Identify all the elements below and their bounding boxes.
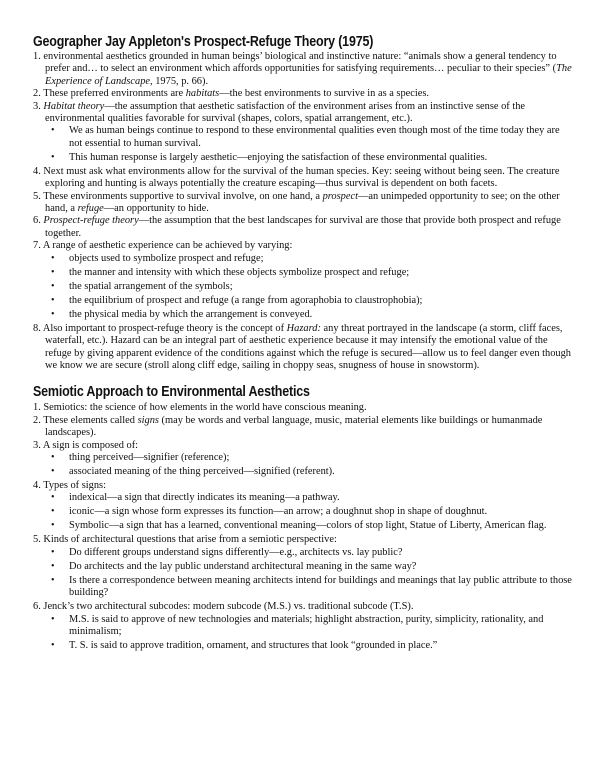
bullet-item bbox=[33, 125, 573, 150]
numbered-item bbox=[33, 51, 573, 88]
item-text: environmental aesthetics grounded in human beings’ biological and instinctive nature: “animals show a general tendency to prefer and… to select an environment which affords opportunities for satisfying requirements… peculiar to their species” ( bbox=[43, 51, 557, 75]
bullet-text: objects used to symbolize prospect and refuge; bbox=[69, 252, 264, 264]
bullet-item bbox=[33, 452, 573, 464]
item-number: 8. bbox=[33, 322, 41, 334]
item-text: A sign is composed of: bbox=[42, 439, 139, 451]
item-number: 4. bbox=[33, 165, 41, 177]
item-text: Jenck’s two architectural subcodes: modern subcode (M.S.) vs. traditional subcode (T.S). bbox=[43, 601, 414, 613]
bullet-icon: • bbox=[51, 151, 55, 163]
bullet-list bbox=[33, 547, 573, 600]
numbered-item bbox=[33, 601, 573, 613]
item-text: —an unimpeded opportunity to see; on the other hand, a bbox=[45, 190, 560, 215]
item-number: 3. bbox=[33, 100, 41, 112]
numbered-item bbox=[33, 415, 573, 440]
item-text: signs bbox=[137, 414, 159, 426]
item-text: Semiotics: the science of how elements in the world have conscious meaning. bbox=[43, 402, 367, 414]
item-number: 5. bbox=[33, 534, 41, 546]
item-text: These environments supportive to survival involve, on one hand, a bbox=[43, 190, 323, 202]
item-text: A range of aesthetic experience can be achieved by varying: bbox=[42, 240, 293, 252]
numbered-item bbox=[33, 101, 573, 126]
bullet-item bbox=[33, 575, 573, 600]
bullet-text: This human response is largely aesthetic—enjoying the satisfaction of these environmental qualities. bbox=[69, 151, 488, 163]
bullet-text: the spatial arrangement of the symbols; bbox=[69, 280, 233, 292]
item-number: 2. bbox=[33, 88, 41, 100]
bullet-text: Is there a correspondence between meaning architects intend for buildings and meanings that lay public attribute to those building? bbox=[69, 574, 572, 599]
item-text: refuge bbox=[77, 203, 104, 215]
bullet-list bbox=[33, 492, 573, 532]
numbered-item bbox=[33, 402, 573, 414]
item-text: Also important to prospect-refuge theory is the concept of bbox=[42, 322, 287, 334]
numbered-item bbox=[33, 240, 573, 252]
item-text: Next must ask what environments allow for the survival of the human species. Key: seeing without being seen. The creature exploring and hunting is always potentially the creature escaping—thus survival is dependent on both facets. bbox=[43, 165, 560, 190]
bullet-icon: • bbox=[51, 546, 55, 558]
item-text: Kinds of architectural questions that arise from a semiotic perspective: bbox=[43, 534, 337, 546]
bullet-item bbox=[33, 309, 573, 321]
item-number: 1. bbox=[33, 51, 41, 62]
item-text: any threat portrayed in the landscape (a storm, cliff faces, waterfall, etc.). Hazard can be an integral part of aesthetic experience because it may intensify the emotional value of the refuge by giving apparent evidence of the conditions against which the refuge is secured—allow us to feel danger even though we know we are secure (stroll along cliff edge, sailing in choppy seas, snugness of house in snowstorm). bbox=[45, 322, 571, 371]
bullet-text: Do different groups understand signs differently—e.g., architects vs. lay public? bbox=[69, 546, 403, 558]
bullet-text: Symbolic—a sign that has a learned, conventional meaning—colors of stop light, Statue of Liberty, American flag. bbox=[69, 520, 547, 532]
bullet-text: We as human beings continue to respond to these environmental qualities even though most of the time today they are not essential to human survival. bbox=[69, 125, 560, 149]
bullet-icon: • bbox=[51, 639, 55, 651]
bullet-text: the physical media by which the arrangement is conveyed. bbox=[69, 308, 313, 320]
bullet-icon: • bbox=[51, 451, 55, 463]
item-text: The Experience of Landscape bbox=[45, 63, 572, 87]
item-text: Types of signs: bbox=[43, 479, 106, 491]
section-title-prospect-refuge: Geographer Jay Appleton's Prospect-Refuge Theory (1975) bbox=[33, 34, 374, 50]
bullet-list bbox=[33, 614, 573, 653]
item-number: 7. bbox=[33, 240, 41, 252]
section-prospect-refuge bbox=[33, 51, 573, 372]
bullet-text: the equilibrium of prospect and refuge (a range from agoraphobia to claustrophobia); bbox=[69, 294, 423, 306]
bullet-item bbox=[33, 152, 573, 164]
numbered-item bbox=[33, 534, 573, 546]
numbered-item bbox=[33, 480, 573, 492]
numbered-item bbox=[33, 191, 573, 216]
bullet-text: iconic—a sign whose form expresses its function—an arrow; a doughnut shop in shape of doughnut. bbox=[69, 506, 488, 518]
bullet-icon: • bbox=[51, 125, 55, 137]
item-number: 1. bbox=[33, 402, 41, 414]
item-text: prospect bbox=[322, 190, 358, 202]
item-number: 3. bbox=[33, 439, 41, 451]
numbered-item bbox=[33, 166, 573, 191]
bullet-item bbox=[33, 640, 573, 652]
item-number: 5. bbox=[33, 190, 41, 202]
bullet-icon: • bbox=[51, 266, 55, 278]
bullet-icon: • bbox=[51, 613, 55, 625]
bullet-text: M.S. is said to approve of new technologies and materials; highlight abstraction, purity, simplicity, rationality, and minimalism; bbox=[69, 613, 544, 637]
numbered-item bbox=[33, 88, 573, 100]
bullet-item bbox=[33, 281, 573, 293]
bullet-list bbox=[33, 253, 573, 321]
bullet-text: the manner and intensity with which these objects symbolize prospect and refuge; bbox=[69, 266, 410, 278]
bullet-item bbox=[33, 614, 573, 639]
bullet-icon: • bbox=[51, 520, 55, 532]
item-text: —the assumption that aesthetic satisfaction of the environment arises from an instinctive sense of the environmental qualities favorable for survival (shapes, colors, spatial arrangement, etc.). bbox=[45, 100, 526, 125]
bullet-icon: • bbox=[51, 574, 55, 586]
bullet-item bbox=[33, 547, 573, 559]
bullet-list bbox=[33, 125, 573, 164]
item-text: habitats bbox=[185, 88, 220, 100]
bullet-text: thing perceived—signifier (reference); bbox=[69, 451, 230, 463]
bullet-item bbox=[33, 561, 573, 573]
bullet-icon: • bbox=[51, 252, 55, 264]
item-text: —the assumption that the best landscapes for survival are those that provide both prospect and refuge together. bbox=[45, 215, 561, 239]
item-text: —an opportunity to hide. bbox=[103, 203, 209, 215]
numbered-item bbox=[33, 323, 573, 373]
bullet-item bbox=[33, 492, 573, 504]
item-number: 4. bbox=[33, 479, 41, 491]
item-text: These preferred environments are bbox=[43, 88, 186, 100]
bullet-item bbox=[33, 520, 573, 532]
bullet-icon: • bbox=[51, 465, 55, 477]
section-title-semiotic: Semiotic Approach to Environmental Aesthetics bbox=[33, 384, 310, 401]
item-text: Hazard: bbox=[286, 322, 321, 334]
bullet-icon: • bbox=[51, 560, 55, 572]
bullet-icon: • bbox=[51, 506, 55, 518]
bullet-text: T. S. is said to approve tradition, ornament, and structures that look “grounded in place.” bbox=[69, 639, 438, 651]
item-text: Habitat theory bbox=[43, 100, 105, 112]
bullet-icon: • bbox=[51, 280, 55, 292]
item-text: These elements called bbox=[43, 414, 138, 426]
item-text: —the best environments to survive in as a species. bbox=[219, 88, 430, 100]
bullet-item bbox=[33, 295, 573, 307]
bullet-text: indexical—a sign that directly indicates its meaning—a pathway. bbox=[69, 492, 340, 504]
bullet-icon: • bbox=[51, 308, 55, 320]
item-text: Prospect-refuge theory bbox=[43, 215, 139, 227]
item-number: 6. bbox=[33, 601, 41, 613]
bullet-icon: • bbox=[51, 492, 55, 504]
item-text: (may be words and verbal language, music, material elements like buildings or humanmade landscapes). bbox=[45, 414, 543, 439]
section-semiotic bbox=[33, 402, 573, 652]
bullet-item bbox=[33, 466, 573, 478]
bullet-text: Do architects and the lay public understand architectural meaning in the same way? bbox=[69, 560, 417, 572]
bullet-item bbox=[33, 267, 573, 279]
item-number: 2. bbox=[33, 414, 41, 426]
item-text: , 1975, p. 66). bbox=[150, 75, 209, 87]
document-page bbox=[33, 34, 573, 654]
bullet-text: associated meaning of the thing perceived—signified (referent). bbox=[69, 465, 335, 477]
bullet-icon: • bbox=[51, 294, 55, 306]
item-number: 6. bbox=[33, 215, 41, 227]
bullet-item bbox=[33, 506, 573, 518]
numbered-item bbox=[33, 440, 573, 452]
bullet-item bbox=[33, 253, 573, 265]
numbered-item bbox=[33, 215, 573, 240]
bullet-list bbox=[33, 452, 573, 478]
